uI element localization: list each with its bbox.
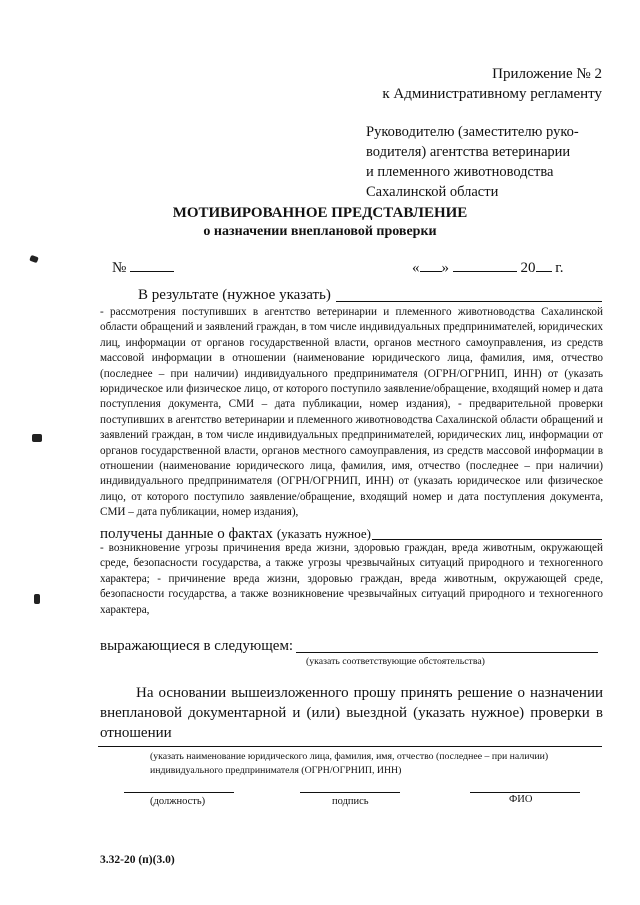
number-blank[interactable] bbox=[130, 257, 174, 272]
section1-text: - рассмотрения поступивших в агентство ветеринарии и племенного животноводства Сахалинской области обращений и заявлений граждан, в том числе индивидуальных предпринимателей, юридических лиц, информации от органов государственной власти, органов местного самоуправления, из средств массовой информации в отношении (наименование юридического лица, фамилия, имя, отчество (последнее – при наличии) индивидуального предпринимателя (ОГРН/ОГРНИП, ИНН) от (указать юридическое или физическое лицо, от которого поступило заявление/обращение, входящий номер и дата поступления документа, СМИ – дата публикации, номер издания), - предварительной проверки поступивших в агентство ветеринарии и племенного животноводства Сахалинской области обращений и заявлений граждан, в том числе индивидуальных предпринимателей, юридических лиц, информации от органов государственной власти, органов местного самоуправления, из средств массовой информации в отношении (наименование юридического лица, фамилия, имя, отчество (последнее – при наличии) индивидуального предпринимателя (ОГРН/ОГРНИП, ИНН) от (указать юридическое или физическое лицо, от которого поступило заявление/обращение, входящий номер и дата поступления документа, СМИ – дата публикации, номер издания), bbox=[100, 306, 603, 519]
scan-speck bbox=[34, 594, 40, 604]
addressee-line: Сахалинской области bbox=[366, 184, 499, 200]
year-blank[interactable] bbox=[536, 257, 552, 272]
scan-speck bbox=[32, 434, 42, 442]
year-prefix: 20 bbox=[520, 260, 536, 276]
date-quote-close: » bbox=[441, 260, 449, 276]
position-line[interactable] bbox=[124, 792, 234, 793]
document-title: МОТИВИРОВАННОЕ ПРЕДСТАВЛЕНИЕ bbox=[172, 205, 468, 221]
full-name-label: ФИО bbox=[509, 794, 533, 805]
scan-speck bbox=[29, 255, 39, 263]
day-blank[interactable] bbox=[420, 257, 442, 272]
form-code: 3.32-20 (п)(3.0) bbox=[100, 854, 175, 866]
name-line[interactable] bbox=[470, 792, 580, 793]
section4-request: На основании вышеизложенного прошу принять решение о назначении внеплановой документарной и (или) выездной (указать нужное) проверки в отношении bbox=[100, 685, 603, 741]
section1-lead bbox=[138, 287, 331, 304]
section1-lead-text: В результате (нужное указать) bbox=[138, 287, 331, 303]
section3-blank-line[interactable] bbox=[296, 652, 598, 653]
regulation-reference: к Административному регламенту bbox=[382, 86, 602, 102]
date-field[interactable] bbox=[412, 257, 563, 277]
year-suffix: г. bbox=[555, 260, 564, 276]
section4-hint: (указать наименование юридического лица, фамилия, имя, отчество (последнее – при наличии) индивидуального предпринимателя (ОГРН/ОГРНИП, ИНН) bbox=[150, 751, 549, 776]
signature-label: подпись bbox=[332, 796, 369, 807]
section2-blank-line[interactable] bbox=[372, 539, 602, 540]
date-quote-open: « bbox=[412, 260, 420, 276]
signature-line[interactable] bbox=[300, 792, 400, 793]
section3-lead: выражающиеся в следующем: bbox=[100, 638, 294, 654]
number-label: № bbox=[112, 260, 127, 276]
position-label: (должность) bbox=[150, 796, 206, 807]
addressee-line: водителя) агентства ветеринарии bbox=[366, 144, 571, 160]
section4-blank-line[interactable] bbox=[98, 746, 602, 747]
addressee-block bbox=[366, 122, 579, 202]
section1-blank-line[interactable] bbox=[336, 301, 602, 302]
section2-text: - возникновение угрозы причинения вреда жизни, здоровью граждан, вреда животным, окружающей среде, безопасности государства, а также угрозы чрезвычайных ситуаций природного и техногенного характера; - причинение вреда жизни, здоровью граждан, вреда животным, окружающей среде, безопасности государства, а также возникновение чрезвычайных ситуаций природного и техногенного характера, bbox=[100, 542, 603, 616]
addressee-line: Руководителю (заместителю руко- bbox=[366, 124, 579, 140]
section2-lead-hint: (указать нужное) bbox=[276, 526, 371, 541]
section2-lead-text: получены данные о фактах bbox=[100, 526, 273, 542]
addressee-line: и племенного животноводства bbox=[366, 164, 554, 180]
section3-hint: (указать соответствующие обстоятельства) bbox=[306, 656, 485, 667]
number-field[interactable] bbox=[112, 257, 174, 277]
month-blank[interactable] bbox=[453, 257, 517, 272]
appendix-number: Приложение № 2 bbox=[492, 66, 602, 82]
document-subtitle: о назначении внеплановой проверки bbox=[203, 224, 437, 239]
